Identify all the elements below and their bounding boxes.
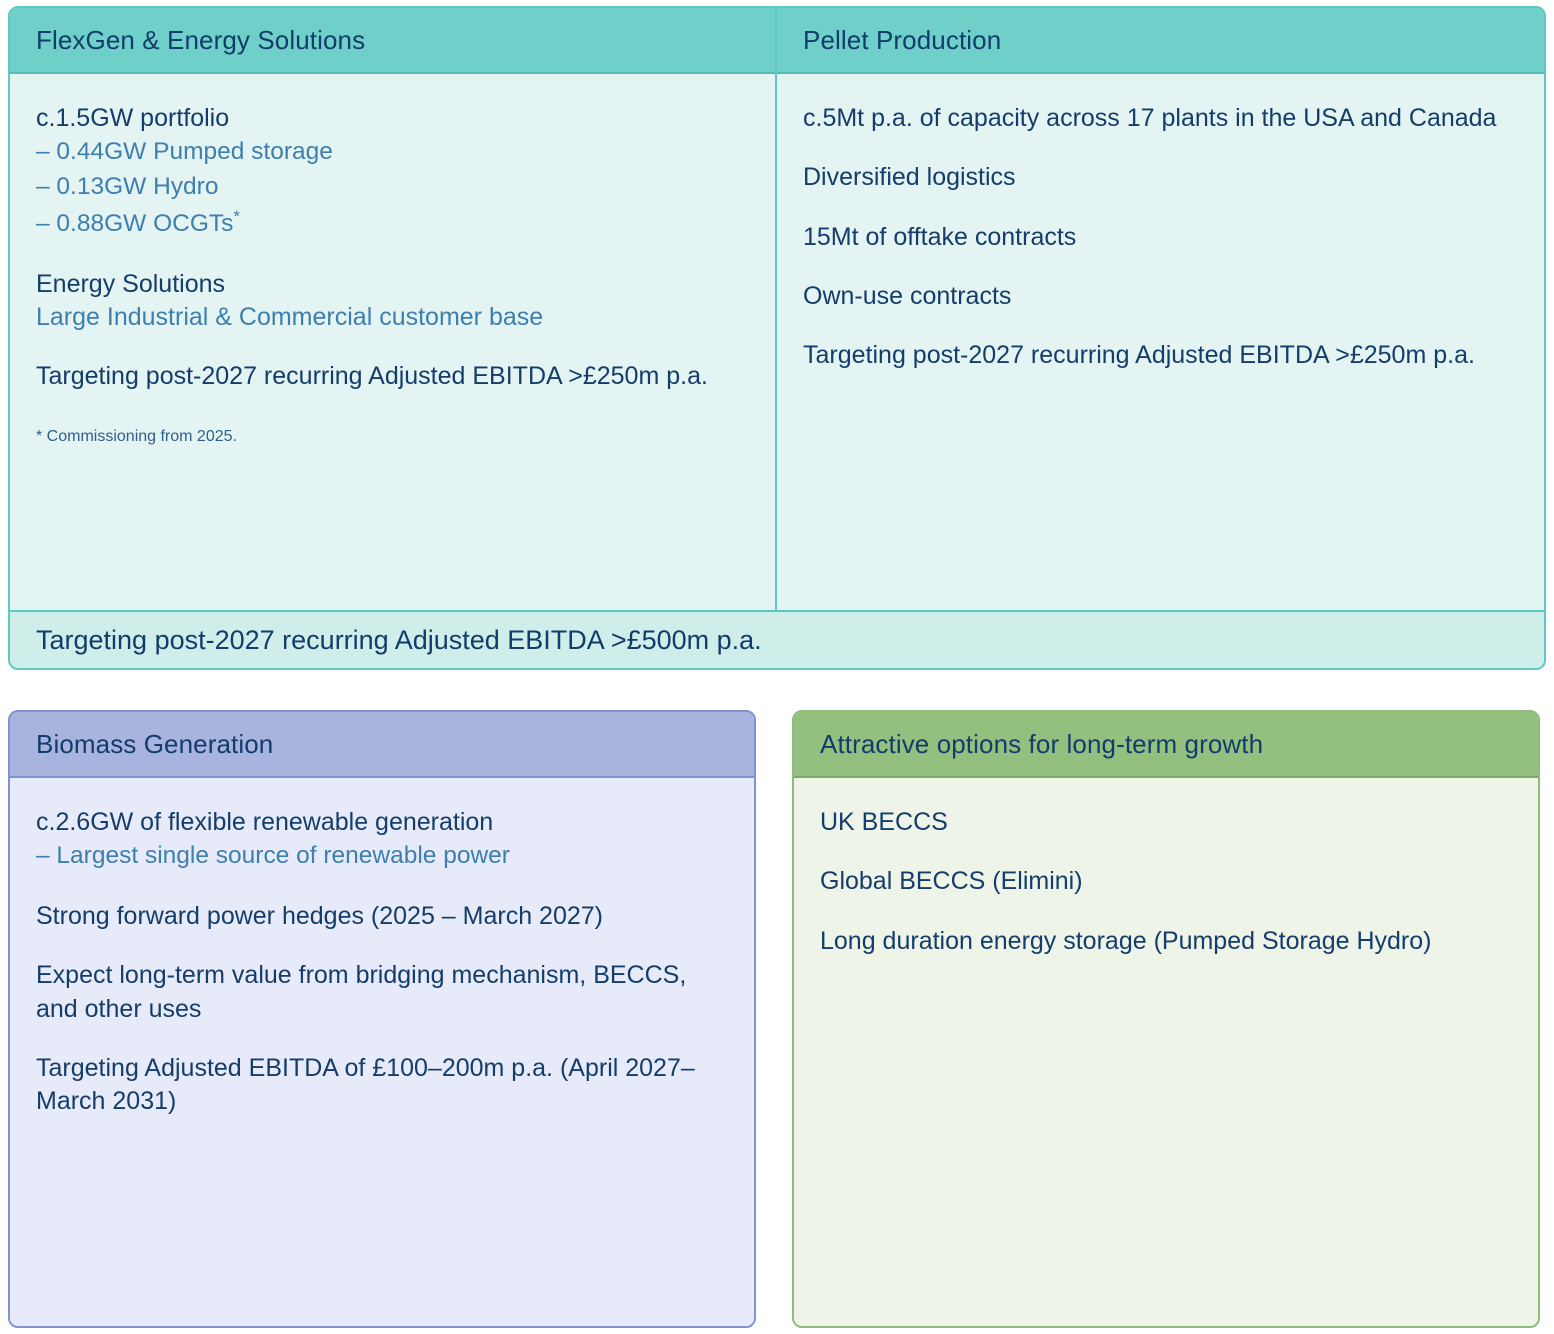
- flexgen-portfolio-block: [36, 102, 745, 242]
- growth-item-0: UK BECCS: [820, 808, 948, 836]
- flexgen-energy-solutions-heading: Energy Solutions: [36, 269, 226, 298]
- pellet-capacity-line1: c.5Mt p.a. of capacity across 17 plants in the USA: [803, 104, 1354, 132]
- pellet-point-2: Own-use contracts: [803, 281, 1012, 310]
- top-cards-row: [10, 8, 1544, 612]
- flexgen-footnote: * Commissioning from 2025.: [36, 427, 237, 445]
- flexgen-energy-solutions-block: [36, 268, 745, 335]
- pellet-target-line1: Targeting post-2027 recurring Adjusted EBITDA: [803, 341, 1329, 369]
- pellet-target-line2: >£250m p.a.: [1335, 341, 1475, 369]
- card-flexgen-title: FlexGen & Energy Solutions: [10, 8, 775, 74]
- growth-storage-line2: (Pumped Storage Hydro): [1153, 926, 1432, 955]
- flexgen-ocgt-asterisk: *: [233, 206, 241, 226]
- flexgen-portfolio-heading: c.1.5GW portfolio: [36, 104, 230, 132]
- biomass-value-line1: Expect long-term value from bridging mechanism,: [36, 961, 587, 990]
- pellet-capacity-block: [803, 102, 1514, 135]
- growth-storage-block: [820, 925, 1508, 958]
- card-pellet-body: [777, 74, 1544, 612]
- biomass-capacity-heading: c.2.6GW of flexible renewable generation: [36, 808, 494, 836]
- card-biomass-body: [10, 778, 754, 1326]
- biomass-target-line1: Targeting Adjusted EBITDA of £100–200m p.a.: [36, 1053, 554, 1082]
- flexgen-target-line1: Targeting post-2027 recurring Adjusted EBITDA: [36, 362, 562, 391]
- card-flexgen-body: [10, 74, 775, 612]
- pellet-target-block: [803, 339, 1514, 372]
- top-panel: [8, 6, 1546, 670]
- biomass-capacity-block: [36, 806, 724, 874]
- growth-item-1: Global BECCS (Elimini): [820, 867, 1083, 896]
- pellet-point-1: 15Mt of offtake contracts: [803, 222, 1077, 251]
- flexgen-portfolio-item-2-label: – 0.88GW OCGTs: [36, 209, 234, 237]
- biomass-capacity-sub: – Largest single source of renewable power: [36, 842, 510, 870]
- flexgen-target-line2: >£250m p.a.: [568, 362, 708, 391]
- flexgen-energy-solutions-detail: Large Industrial & Commercial customer base: [36, 303, 544, 331]
- flexgen-portfolio-item-0: – 0.44GW Pumped storage: [36, 138, 333, 166]
- biomass-value-block: [36, 959, 724, 1026]
- card-growth-title: Attractive options for long-term growth: [794, 712, 1538, 778]
- biomass-hedges: Strong forward power hedges (2025 – March 2027): [36, 902, 603, 931]
- card-biomass: [8, 710, 756, 1328]
- flexgen-portfolio-item-2: [36, 205, 745, 242]
- flexgen-portfolio-item-1: – 0.13GW Hydro: [36, 173, 219, 201]
- card-pellet: [777, 8, 1544, 612]
- growth-storage-line1: Long duration energy storage: [820, 926, 1147, 955]
- bottom-cards-row: [8, 710, 1546, 1328]
- card-pellet-title: Pellet Production: [777, 8, 1544, 74]
- biomass-target-block: [36, 1052, 724, 1119]
- card-biomass-title: Biomass Generation: [10, 712, 754, 778]
- card-growth-body: [794, 778, 1538, 1326]
- pellet-capacity-line2: and Canada: [1360, 104, 1497, 132]
- combined-target-band: Targeting post-2027 recurring Adjusted EBITDA >£500m p.a.: [10, 610, 1544, 668]
- pellet-point-0: Diversified logistics: [803, 163, 1016, 192]
- biomass-target-line2: (April 2027– March 2031): [36, 1053, 695, 1116]
- card-growth: [792, 710, 1540, 1328]
- card-flexgen: [10, 8, 777, 612]
- flexgen-target-block: [36, 360, 745, 393]
- biomass-value-line2: BECCS, and other uses: [36, 961, 687, 1023]
